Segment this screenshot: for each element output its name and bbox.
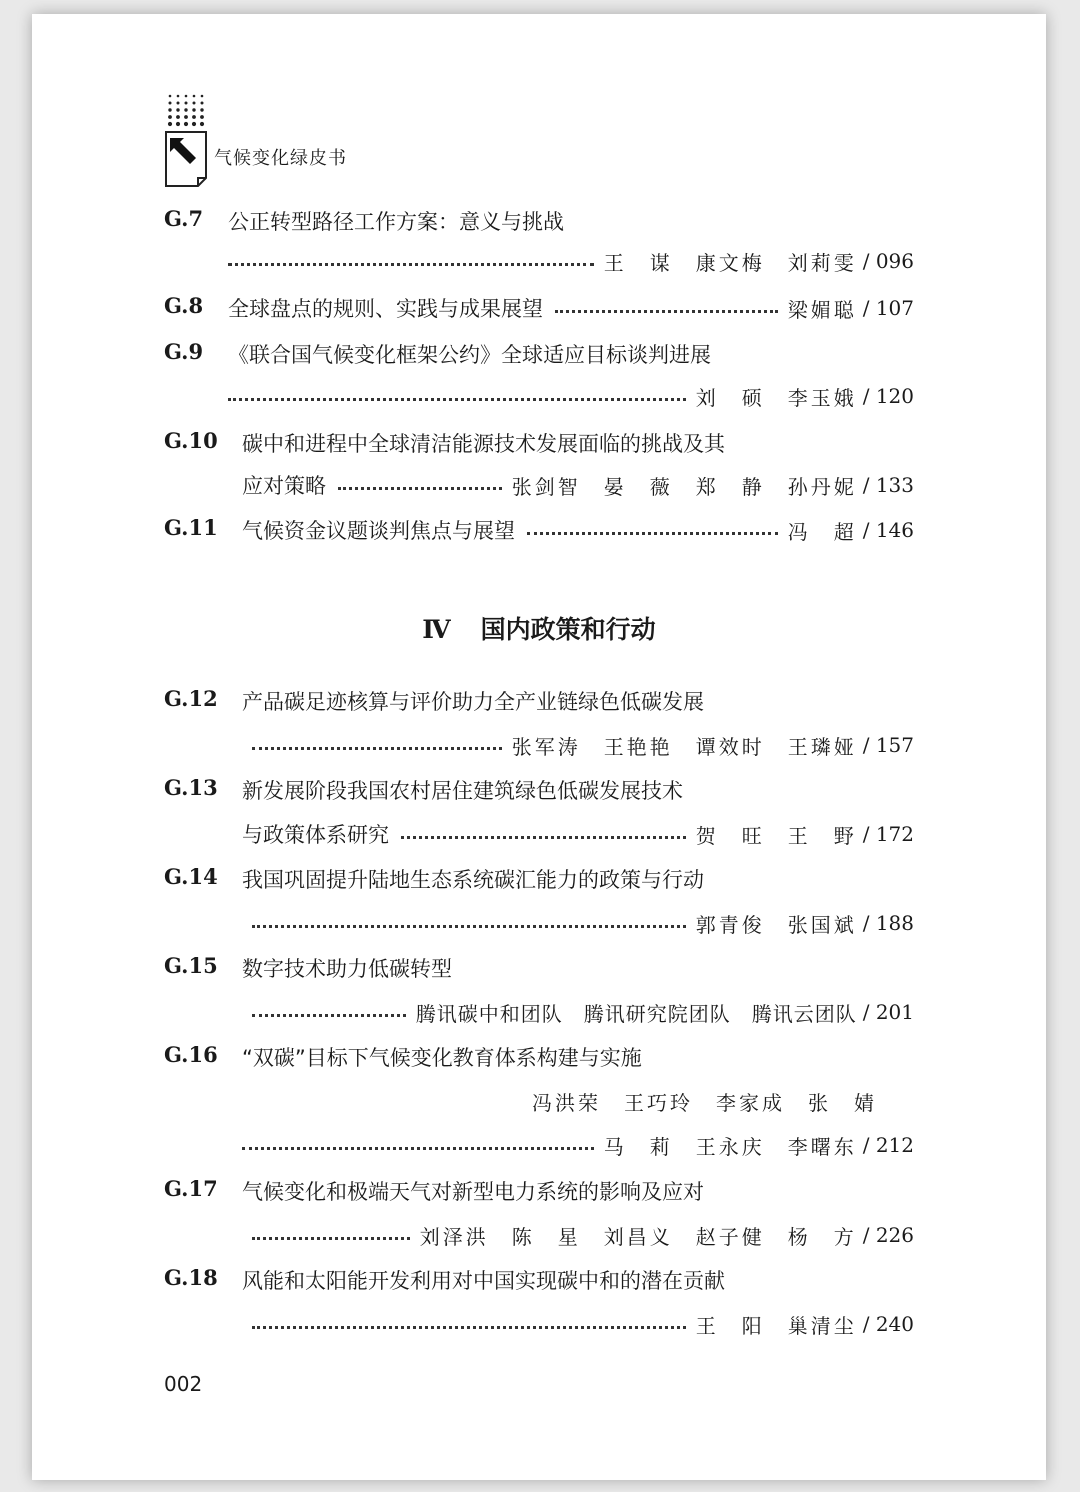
- entry-page: / 157: [862, 733, 914, 757]
- entry-number: G.15: [164, 953, 218, 978]
- entry-author-line: [228, 381, 914, 411]
- section-title: 国内政策和行动: [480, 615, 656, 644]
- entry-authors: 郭青俊 张国斌: [695, 912, 857, 937]
- entry-page: / 201: [862, 1000, 914, 1024]
- entry-page: / 096: [862, 249, 914, 273]
- entry-authors: 张军涛 王艳艳 谭效时 王璘娅: [511, 734, 857, 759]
- section-heading: [32, 610, 1046, 646]
- dot-leader: [252, 1014, 406, 1017]
- dot-leader: [252, 925, 686, 928]
- entry-page: / 133: [862, 473, 914, 497]
- entry-page: / 107: [862, 296, 914, 320]
- entry-page: / 146: [862, 518, 914, 542]
- entry-authors: 刘 硕 李玉娥: [695, 385, 857, 410]
- entry-number: G.9: [164, 339, 204, 364]
- entry-author-line: [228, 246, 914, 276]
- dot-leader: [401, 836, 686, 839]
- dot-leader: [228, 398, 686, 401]
- entry-number: G.10: [164, 428, 218, 453]
- entry-title-continued: 与政策体系研究: [242, 823, 389, 847]
- dot-leader: [252, 1326, 686, 1329]
- entry-authors-2: 马 莉 王永庆 李曙东: [603, 1134, 857, 1159]
- toc-entry-g18[interactable]: [164, 1265, 914, 1345]
- entry-title: 碳中和进程中全球清洁能源技术发展面临的挑战及其: [242, 432, 725, 456]
- entry-title: 气候资金议题谈判焦点与展望: [242, 519, 515, 543]
- entry-number: G.12: [164, 686, 218, 711]
- entry-author-line: [252, 997, 914, 1027]
- book-page: [32, 14, 1046, 1480]
- entry-page: / 226: [862, 1223, 914, 1247]
- dot-leader: [338, 487, 502, 490]
- entry-title: 风能和太阳能开发利用对中国实现碳中和的潜在贡献: [242, 1269, 725, 1293]
- entry-page: / 240: [862, 1312, 914, 1336]
- entry-number: G.11: [164, 515, 218, 540]
- toc-entry-g9[interactable]: [164, 339, 914, 419]
- entry-title: 全球盘点的规则、实践与成果展望: [228, 297, 543, 321]
- dot-leader: [252, 747, 502, 750]
- entry-authors-1: 冯洪荣 王巧玲 李家成 张 婧: [532, 1090, 877, 1115]
- entry-author-line: [252, 1220, 914, 1250]
- entry-page: / 120: [862, 384, 914, 408]
- entry-title: 数字技术助力低碳转型: [242, 957, 452, 981]
- entry-number: G.7: [164, 206, 204, 231]
- entry-author-line: [242, 470, 914, 500]
- dot-leader: [527, 532, 778, 535]
- entry-page: / 172: [862, 822, 914, 846]
- entry-title: 新发展阶段我国农村居住建筑绿色低碳发展技术: [242, 779, 683, 803]
- entry-number: G.18: [164, 1265, 218, 1290]
- entry-author-line: [242, 819, 914, 849]
- toc-entry-g8[interactable]: [164, 293, 914, 325]
- entry-authors: 冯 超: [787, 519, 857, 544]
- toc-entry-g17[interactable]: [164, 1176, 914, 1256]
- entry-author-line: [252, 908, 914, 938]
- book-logo-icon: [164, 92, 208, 188]
- entry-author-line: [252, 1309, 914, 1339]
- entry-author-line-1: [532, 1086, 914, 1116]
- entry-number: G.17: [164, 1176, 218, 1201]
- entry-title: 我国巩固提升陆地生态系统碳汇能力的政策与行动: [242, 868, 704, 892]
- entry-authors: 王 阳 巢清尘: [695, 1313, 857, 1338]
- toc-entry-g12[interactable]: [164, 686, 914, 766]
- entry-title: “双碳”目标下气候变化教育体系构建与实施: [242, 1046, 642, 1070]
- entry-authors: 张剑智 晏 薇 郑 静 孙丹妮: [511, 474, 857, 499]
- dot-leader: [555, 310, 778, 313]
- entry-authors: 刘泽洪 陈 星 刘昌义 赵子健 杨 方: [419, 1224, 857, 1249]
- entry-title: 公正转型路径工作方案：意义与挑战: [228, 210, 564, 234]
- entry-number: G.16: [164, 1042, 218, 1067]
- entry-author-line: [228, 293, 914, 323]
- entry-number: G.8: [164, 293, 204, 318]
- page-number: 002: [164, 1372, 203, 1396]
- toc-entry-g7[interactable]: [164, 206, 914, 286]
- toc-entry-g10[interactable]: [164, 428, 914, 508]
- toc-entry-g14[interactable]: [164, 864, 914, 944]
- entry-page: / 188: [862, 911, 914, 935]
- section-number: Ⅳ: [422, 615, 451, 644]
- entry-authors: 腾讯碳中和团队 腾讯研究院团队 腾讯云团队: [415, 1001, 857, 1026]
- entry-title: 《联合国气候变化框架公约》全球适应目标谈判进展: [228, 343, 711, 367]
- dot-leader: [228, 263, 594, 266]
- entry-authors: 贺 旺 王 野: [695, 823, 857, 848]
- toc-entry-g16[interactable]: [164, 1042, 914, 1172]
- entry-author-line: [242, 515, 914, 545]
- entry-number: G.14: [164, 864, 218, 889]
- entry-author-line-2: [242, 1130, 914, 1160]
- entry-authors: 梁媚聪: [787, 297, 857, 322]
- entry-title-continued: 应对策略: [242, 474, 326, 498]
- toc-entry-g13[interactable]: [164, 775, 914, 855]
- dot-leader: [252, 1237, 410, 1240]
- entry-page: / 212: [862, 1133, 914, 1157]
- entry-author-line: [252, 730, 914, 760]
- entry-number: G.13: [164, 775, 218, 800]
- series-title: 气候变化绿皮书: [214, 148, 347, 169]
- page-header: [164, 92, 464, 192]
- entry-authors: 王 谋 康文梅 刘莉雯: [603, 250, 857, 275]
- entry-title: 气候变化和极端天气对新型电力系统的影响及应对: [242, 1180, 704, 1204]
- entry-title: 产品碳足迹核算与评价助力全产业链绿色低碳发展: [242, 690, 704, 714]
- dot-leader: [242, 1147, 594, 1150]
- toc-entry-g11[interactable]: [164, 515, 914, 547]
- toc-entry-g15[interactable]: [164, 953, 914, 1033]
